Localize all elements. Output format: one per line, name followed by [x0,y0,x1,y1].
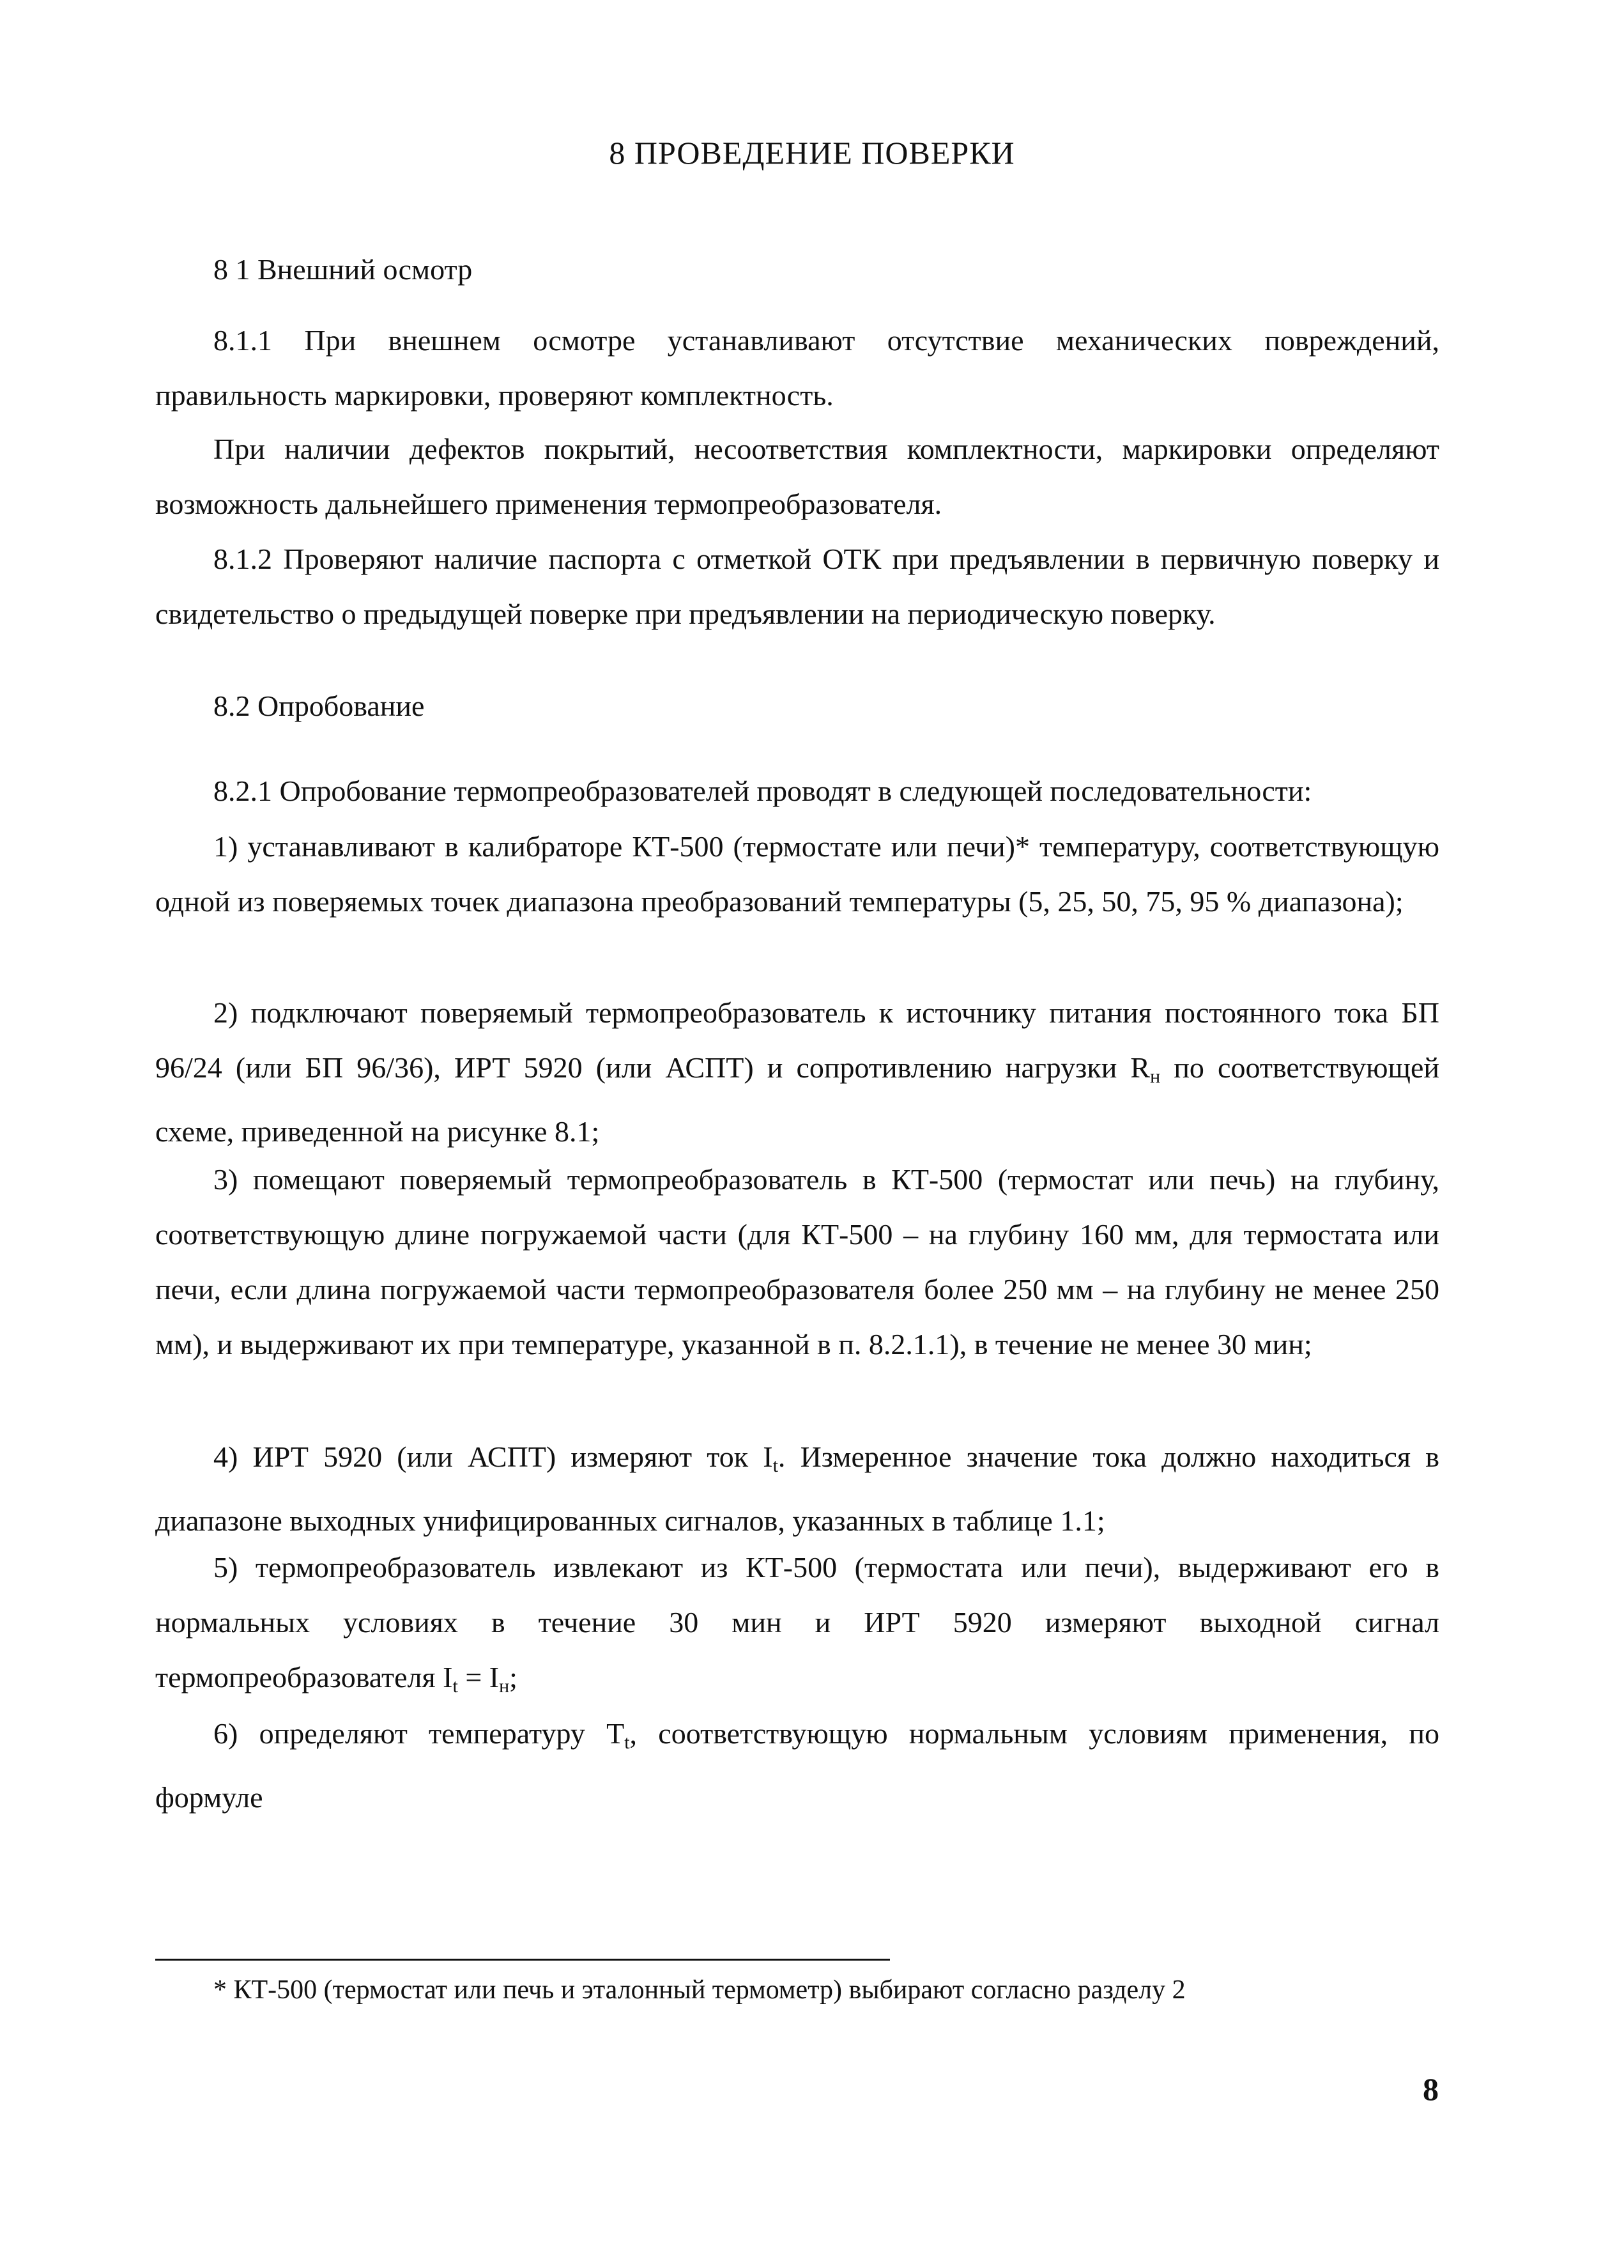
list-item-1 [155,819,1439,929]
list-item-4-text-a: 4) ИРТ 5920 (или АСПТ) измеряют ток I [213,1440,773,1473]
subscript-n: н [499,1676,510,1697]
paragraph-8-1-1-b [155,422,1439,532]
list-item-6-text-b: , соответствующую нормальным условиям применения, по формуле [155,1717,1439,1814]
list-item-2-text-b: по соответствующей схеме, приведенной на рисунке 8.1; [155,1051,1439,1148]
paragraph-8-1-1-text: 8.1.1 При внешнем осмотре устанавливают отсутствие механических повреждений, правильность маркировки, проверяют комплектность. [155,324,1439,412]
list-item-6-text-a: 6) определяют температуру T [213,1717,625,1750]
list-item-5-text-a: 5) термопреобразователь извлекают из КТ-500 (термостата или печи), выдерживают его в нормальных условиях в течение 30 мин и ИРТ 5920 измеряют выходной сигнал термопреобразователя I [155,1551,1439,1693]
subscript-t: t [772,1455,778,1476]
list-item-2-text-a: 2) подключают поверяемый термопреобразователь к источнику питания постоянного тока БП 96/24 (или БП 96/36), ИРТ 5920 (или АСПТ) и сопротивлению нагрузки R [155,996,1439,1084]
subsection-heading-8-1: 8 1 Внешний осмотр [213,253,473,286]
list-item-5-text-mid: = I [457,1661,500,1693]
list-item-5-text-b: ; [509,1661,517,1693]
list-item-5 [155,1540,1439,1714]
list-item-3-text: 3) помещают поверяемый термопреобразователь в КТ-500 (термостат или печь) на глубину, соответствующую длине погружаемой части (для КТ-500 – на глубину 160 мм, для термостата или печи, если длина погружаемой части термопреобразователя более 250 мм – на глубину не менее 250 мм), и выдерживают их при температуре, указанной в п. 8.2.1.1), в течение не менее 30 мин; [155,1163,1439,1361]
subsection-heading-8-2: 8.2 Опробование [213,690,425,722]
subscript-t: t [452,1676,458,1697]
paragraph-8-1-2 [155,532,1439,642]
paragraph-8-1-1 [155,313,1439,423]
paragraph-8-1-2-text: 8.1.2 Проверяют наличие паспорта с отметкой ОТК при предъявлении в первичную поверку и свидетельство о предыдущей поверке при предъявлении на периодическую поверку. [155,543,1439,630]
list-item-4-text-b: . Измеренное значение тока должно находиться в диапазоне выходных унифицированных сигналов, указанных в таблице 1.1; [155,1440,1439,1537]
paragraph-8-1-1-b-text: При наличии дефектов покрытий, несоответствия комплектности, маркировки определяют возможность дальнейшего применения термопреобразователя. [155,433,1439,520]
list-item-2 [155,985,1439,1159]
footnote: * КТ-500 (термостат или печь и эталонный термометр) выбирают согласно разделу 2 [213,1975,1186,2005]
footnote-divider [155,1959,890,1961]
paragraph-8-2-1-text: 8.2.1 Опробование термопреобразователей проводят в следующей последовательности: [213,775,1312,807]
subscript-t: t [624,1732,630,1753]
list-item-4 [155,1430,1439,1548]
list-item-6 [155,1706,1439,1825]
section-title: 8 ПРОВЕДЕНИЕ ПОВЕРКИ [609,135,1015,171]
list-item-3 [155,1152,1439,1372]
subscript-n: н [1150,1066,1161,1087]
paragraph-8-2-1 [155,764,1439,819]
list-item-1-text: 1) устанавливают в калибраторе КТ-500 (термостате или печи)* температуру, соответствующую одной из поверяемых точек диапазона преобразований температуры (5, 25, 50, 75, 95 % диапазона); [155,830,1439,918]
page-number: 8 [1423,2071,1439,2107]
